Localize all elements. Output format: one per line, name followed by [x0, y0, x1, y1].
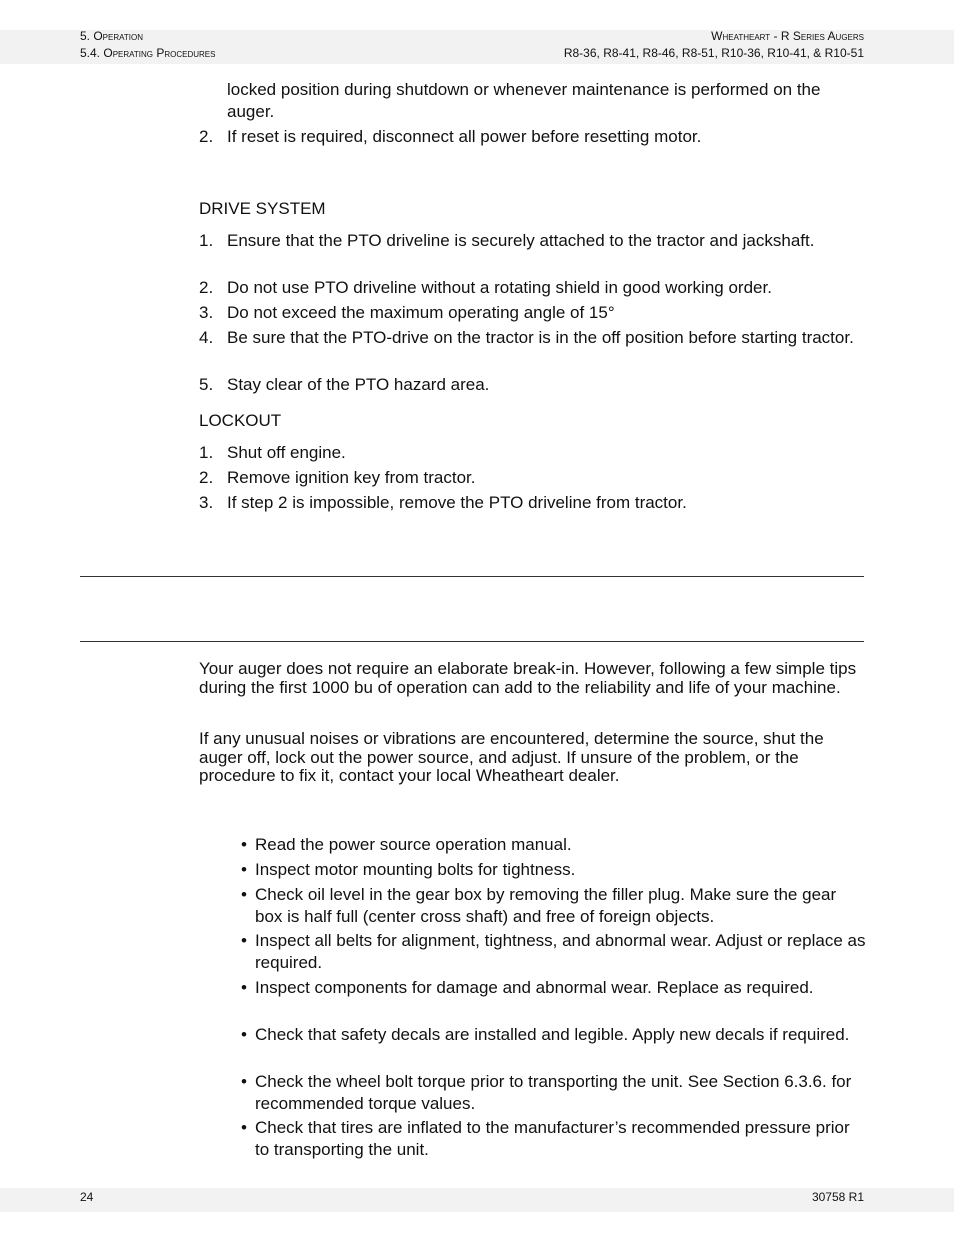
list-item: If step 2 is impossible, remove the PTO driveline from tractor.: [227, 493, 687, 512]
header-models: R8-36, R8-41, R8-46, R8-51, R10-36, R10-41, & R10-51: [563, 46, 864, 60]
bullet: •: [241, 1118, 247, 1137]
list-item: Be sure that the PTO-drive on the tractor is in the off position before starting tractor.: [227, 328, 854, 347]
bullet-item: Check the wheel bolt torque prior to transporting the unit. See Section 6.3.6. for recommended torque values.: [255, 1072, 852, 1113]
bullet-item: Inspect all belts for alignment, tightness, and abnormal wear. Adjust or replace as required.: [255, 931, 866, 972]
bullet-item: Check that tires are inflated to the manufacturer’s recommended pressure prior to transporting the unit.: [255, 1118, 850, 1159]
list-item: Do not use PTO driveline without a rotating shield in good working order.: [227, 278, 772, 297]
list-item: Do not exceed the maximum operating angle of 15°: [227, 303, 615, 322]
list-item-number: 2.: [199, 468, 214, 487]
bullet-item: Check oil level in the gear box by removing the filler plug. Make sure the gear box is half full (center cross shaft) and free of foreign objects.: [255, 885, 837, 926]
continued-step2-num: 2.: [199, 127, 214, 146]
header-subsection: 5.4. Operating Procedures: [80, 46, 216, 60]
list-item-number: 1.: [199, 443, 214, 462]
bullet: •: [241, 978, 247, 997]
drive-system-heading: DRIVE SYSTEM: [199, 199, 326, 218]
bullet-item: Check that safety decals are installed and legible. Apply new decals if required.: [255, 1025, 850, 1044]
page-footer: [0, 1188, 954, 1212]
continued-step-text: locked position during shutdown or whenever maintenance is performed on the auger.: [227, 80, 821, 121]
document-id: 30758 R1: [811, 1190, 864, 1204]
list-item-number: 1.: [199, 231, 214, 250]
bullet: •: [241, 1025, 247, 1044]
header-left: [80, 28, 215, 62]
header-section: 5. Operation: [80, 29, 143, 43]
list-item-number: 2.: [199, 278, 214, 297]
list-item: Shut off engine.: [227, 443, 346, 462]
page-number: 24: [80, 1190, 94, 1204]
list-item-number: 3.: [199, 493, 214, 512]
bullet-item: Read the power source operation manual.: [255, 835, 572, 854]
header-brand: Wheatheart - R Series Augers: [711, 29, 864, 43]
bullet: •: [241, 835, 247, 854]
list-item-number: 3.: [199, 303, 214, 322]
break-in-paragraph-1: Your auger does not require an elaborate break-in. However, following a few simple tips during the first 1000 bu of operation can add to the reliability and life of your machine.: [199, 659, 857, 697]
list-item-number: 5.: [199, 375, 214, 394]
break-in-paragraph-2: If any unusual noises or vibrations are encountered, determine the source, shut the auger off, lock out the power source, and adjust. If unsure of the problem, or the procedure to fix it, contact your local Wheatheart dealer.: [199, 729, 824, 785]
lockout-heading: LOCKOUT: [199, 411, 282, 430]
continued-step2-text: If reset is required, disconnect all power before resetting motor.: [227, 127, 702, 146]
header-right: [564, 28, 864, 62]
section-divider-bottom: [80, 641, 864, 642]
bullet: •: [241, 860, 247, 879]
bullet-item: Inspect motor mounting bolts for tightness.: [255, 860, 576, 879]
list-item: Stay clear of the PTO hazard area.: [227, 375, 490, 394]
bullet: •: [241, 885, 247, 904]
bullet: •: [241, 931, 247, 950]
bullet: •: [241, 1072, 247, 1091]
bullet-item: Inspect components for damage and abnormal wear. Replace as required.: [255, 978, 814, 997]
list-item: Remove ignition key from tractor.: [227, 468, 476, 487]
list-item-number: 4.: [199, 328, 214, 347]
list-item: Ensure that the PTO driveline is securely attached to the tractor and jackshaft.: [227, 231, 815, 250]
section-divider-top: [80, 576, 864, 577]
